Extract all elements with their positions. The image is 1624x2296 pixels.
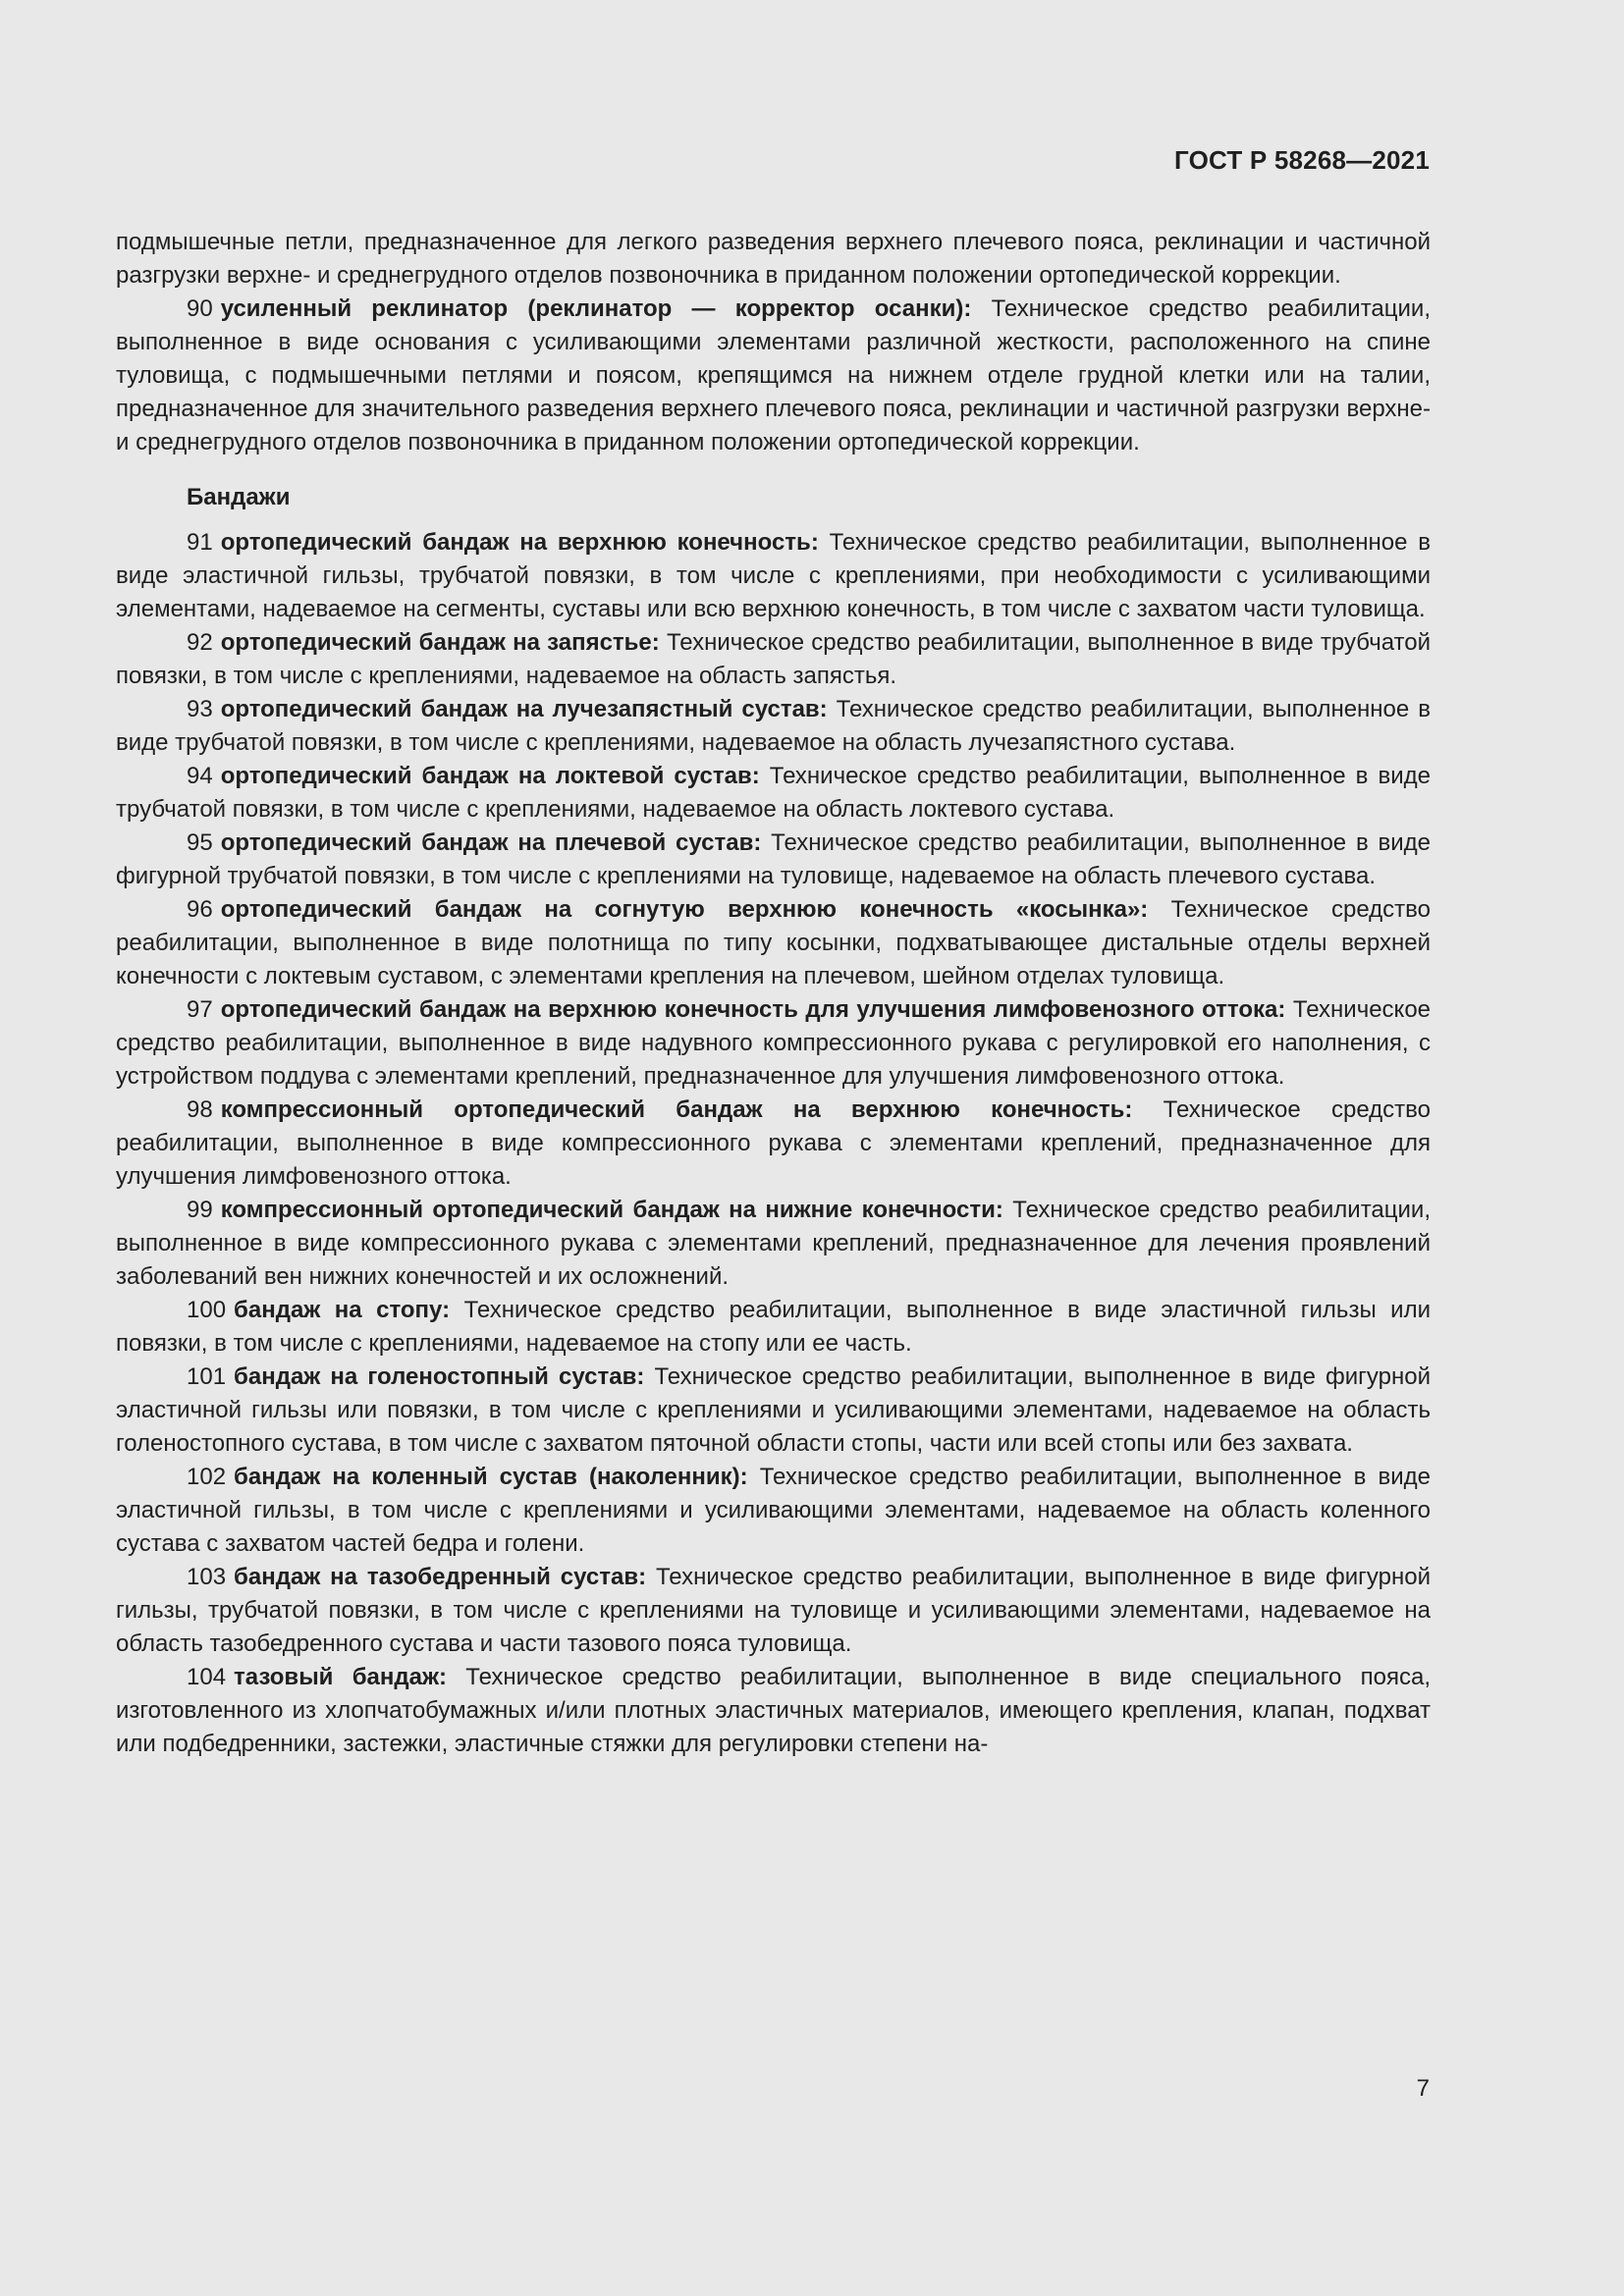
entry-number: 101 <box>187 1363 227 1390</box>
entry-term: компрессионный ортопедический бандаж на верхнюю конечность: <box>220 1096 1133 1123</box>
entry-definition: Техническое средство реабилитации, выполненное в виде трубчатой повязки, в том числе с креплениями, надеваемое на область локтевого сустава. <box>116 763 1431 823</box>
entry-definition: Техническое средство реабилитации, выполненное в виде эластичной гильзы или повязки, в том числе с креплениями, надеваемое на стопу или ее часть. <box>116 1297 1431 1357</box>
entry-term: ортопедический бандаж на лучезапястный сустав: <box>220 696 828 722</box>
entry-number: 97 <box>187 996 213 1023</box>
term-entry <box>116 1094 1431 1194</box>
entry-term: тазовый бандаж: <box>234 1664 447 1690</box>
term-entry <box>116 993 1431 1094</box>
document-body <box>116 226 1431 1761</box>
term-entry <box>116 1294 1431 1361</box>
page-number: 7 <box>1416 2075 1430 2102</box>
entry-definition: Техническое средство реабилитации, выполненное в виде фигурной гильзы, трубчатой повязки, в том числе с креплениями на туловище и усиливающими элементами, надеваемое на область тазобедренного сустава и части тазового пояса туловища. <box>116 1564 1432 1657</box>
term-entry <box>116 1561 1431 1661</box>
entry-term: ортопедический бандаж на согнутую верхнюю конечность «косынка»: <box>220 896 1149 923</box>
term-entries-list <box>116 526 1431 1761</box>
term-entry <box>116 693 1431 760</box>
entry-definition: Техническое средство реабилитации, выполненное в виде основания с усиливающими элементами различной жесткости, расположенного на спине туловища, с подмышечными петлями и поясом, крепящимся на нижнем отделе грудной клетки или на талии, предназначенное для значительного разведения верхнего плечевого пояса, реклинации и частичной разгрузки верхне- и среднегрудного отделов позвоночника в приданном положении ортопедической коррекции. <box>116 295 1431 455</box>
entry-definition: Техническое средство реабилитации, выполненное в виде полотнища по типу косынки, подхватывающее дистальные отделы верхней конечности с локтевым суставом, с элементами крепления на плечевом, шейном отделах туловища. <box>116 896 1431 989</box>
section-heading: Бандажи <box>187 484 291 510</box>
entry-definition: Техническое средство реабилитации, выполненное в виде трубчатой повязки, в том числе с креплениями, надеваемое на область лучезапястного сустава. <box>116 696 1431 756</box>
continuation-paragraph: подмышечные петли, предназначенное для легкого разведения верхнего плечевого пояса, реклинации и частичной разгрузки верхне- и среднегрудного отделов позвоночника в приданном положении ортопедической коррекции. <box>116 229 1431 289</box>
term-entry <box>116 760 1431 827</box>
entry-term: усиленный реклинатор (реклинатор — корректор осанки): <box>220 295 972 322</box>
term-entry <box>116 893 1431 993</box>
term-entry <box>116 1194 1431 1294</box>
entry-number: 98 <box>187 1096 213 1123</box>
entry-definition: Техническое средство реабилитации, выполненное в виде компрессионного рукава с элементами креплений, предназначенное для улучшения лимфовенозного оттока. <box>116 1096 1431 1190</box>
entry-number: 94 <box>187 763 213 789</box>
entry-term: бандаж на коленный сустав (наколенник): <box>234 1464 748 1490</box>
entry-term: бандаж на тазобедренный сустав: <box>234 1564 647 1590</box>
entry-number: 91 <box>187 529 213 556</box>
term-entry <box>116 626 1431 693</box>
entry-definition: Техническое средство реабилитации, выполненное в виде фигурной эластичной гильзы или повязки, в том числе с креплениями и усиливающими элементами, надеваемое на область голеностопного сустава, в том числе с захватом пяточной области стопы, части или всей стопы или без захвата. <box>116 1363 1432 1457</box>
entry-definition: Техническое средство реабилитации, выполненное в виде эластичной гильзы, в том числе с креплениями и усиливающими элементами, надеваемое на область коленного сустава с захватом частей бедра и голени. <box>116 1464 1431 1557</box>
entry-term: компрессионный ортопедический бандаж на нижние конечности: <box>220 1197 1003 1223</box>
entry-number: 102 <box>187 1464 227 1490</box>
entry-term: ортопедический бандаж на запястье: <box>220 629 660 656</box>
entry-number: 90 <box>187 295 213 322</box>
term-entry <box>116 526 1431 626</box>
entry-number: 96 <box>187 896 213 923</box>
entry-definition: Техническое средство реабилитации, выполненное в виде трубчатой повязки, в том числе с креплениями, надеваемое на область запястья. <box>116 629 1432 689</box>
entry-definition: Техническое средство реабилитации, выполненное в виде компрессионного рукава с элементами креплений, предназначенное для лечения проявлений заболеваний вен нижних конечностей и их осложнений. <box>116 1197 1431 1290</box>
entry-number: 92 <box>187 629 213 656</box>
document-id-header: ГОСТ Р 58268—2021 <box>1174 145 1430 175</box>
term-entry-90 <box>116 293 1431 459</box>
term-entry <box>116 1461 1431 1561</box>
entry-term: бандаж на голеностопный сустав: <box>234 1363 645 1390</box>
entry-term: ортопедический бандаж на верхнюю конечность для улучшения лимфовенозного оттока: <box>220 996 1286 1023</box>
entry-number: 99 <box>187 1197 213 1223</box>
entry-number: 104 <box>187 1664 227 1690</box>
entry-term: ортопедический бандаж на локтевой сустав: <box>220 763 760 789</box>
entry-definition: Техническое средство реабилитации, выполненное в виде фигурной трубчатой повязки, в том числе с креплениями на туловище, надеваемое на область плечевого сустава. <box>116 829 1432 889</box>
entry-number: 103 <box>187 1564 227 1590</box>
term-entry <box>116 1361 1431 1461</box>
entry-number: 95 <box>187 829 213 856</box>
term-entry <box>116 1661 1431 1761</box>
entry-definition: Техническое средство реабилитации, выполненное в виде надувного компрессионного рукава с регулировкой его наполнения, с устройством поддува с элементами креплений, предназначенное для улучшения лимфовенозного оттока. <box>116 996 1432 1090</box>
entry-definition: Техническое средство реабилитации, выполненное в виде специального пояса, изготовленного из хлопчатобумажных и/или плотных эластичных материалов, имеющего крепления, клапан, подхват или подбедренники, застежки, эластичные стяжки для регулировки степени на- <box>116 1664 1431 1757</box>
term-entry <box>116 827 1431 893</box>
entry-number: 93 <box>187 696 213 722</box>
entry-definition: Техническое средство реабилитации, выполненное в виде эластичной гильзы, трубчатой повязки, в том числе с креплениями, при необходимости с усиливающими элементами, надеваемое на сегменты, суставы или всю верхнюю конечность, в том числе с захватом части туловища. <box>116 529 1431 622</box>
entry-term: ортопедический бандаж на плечевой сустав: <box>220 829 762 856</box>
entry-term: бандаж на стопу: <box>234 1297 451 1323</box>
entry-term: ортопедический бандаж на верхнюю конечность: <box>220 529 819 556</box>
entry-number: 100 <box>187 1297 227 1323</box>
